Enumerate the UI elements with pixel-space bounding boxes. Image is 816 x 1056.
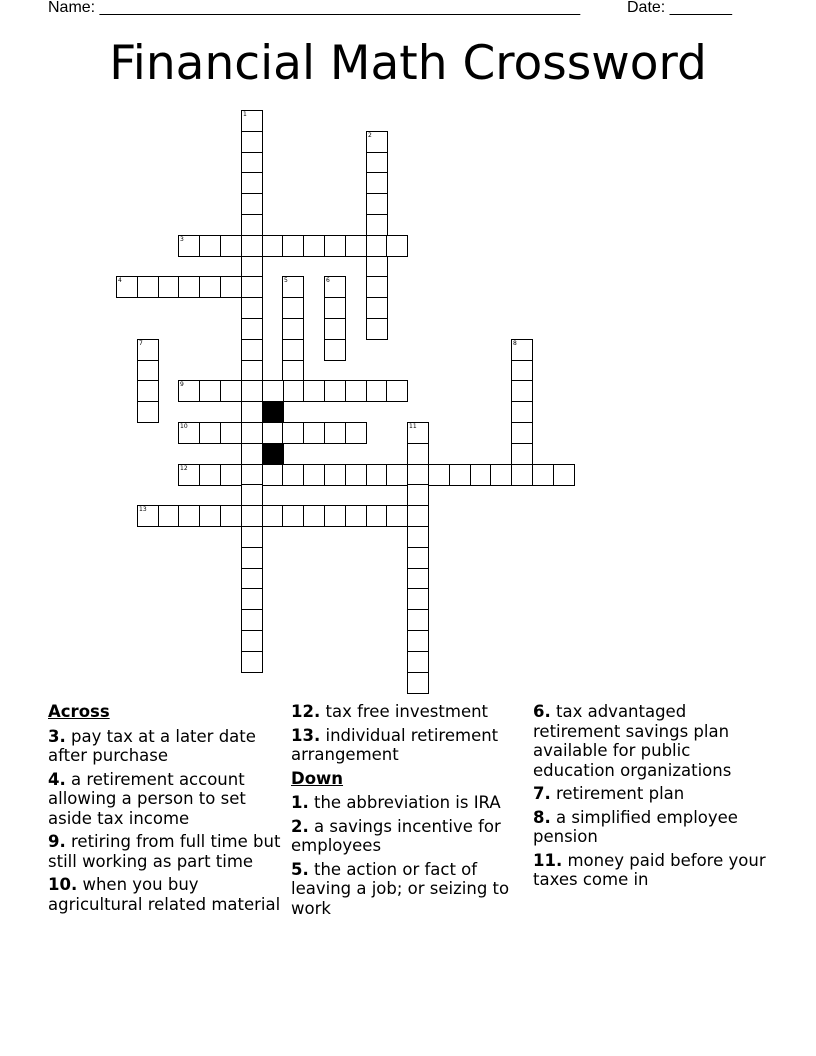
grid-cell[interactable]: [366, 235, 388, 257]
grid-cell[interactable]: [158, 276, 180, 298]
grid-cell[interactable]: [241, 172, 263, 194]
down-clue-7: 7. retirement plan: [533, 784, 685, 803]
grid-clue-number: 13: [139, 506, 147, 513]
grid-cell[interactable]: [470, 464, 492, 486]
grid-cell[interactable]: [282, 464, 304, 486]
grid-cell[interactable]: [241, 235, 263, 257]
grid-cell[interactable]: [324, 505, 346, 527]
grid-clue-number: 4: [118, 277, 122, 284]
grid-cell[interactable]: [199, 276, 221, 298]
grid-cell[interactable]: [241, 256, 263, 278]
grid-cell[interactable]: [511, 422, 533, 444]
grid-cell[interactable]: [407, 464, 429, 486]
grid-cell[interactable]: [262, 464, 284, 486]
grid-cell[interactable]: [282, 318, 304, 340]
clues-column-2: [291, 702, 529, 922]
grid-cell[interactable]: [407, 568, 429, 590]
grid-cell[interactable]: [137, 276, 159, 298]
across-clue-13: 13. individual retirement arrangement: [291, 725, 499, 764]
grid-cell[interactable]: [366, 464, 388, 486]
grid-cell[interactable]: [324, 380, 346, 402]
grid-cell[interactable]: [511, 443, 533, 465]
across-clue-10: 10. when you buy agricultural related material: [48, 875, 281, 914]
grid-cell[interactable]: [241, 110, 263, 132]
grid-cell[interactable]: [137, 505, 159, 527]
grid-cell[interactable]: [366, 214, 388, 236]
grid-clue-number: 12: [180, 465, 188, 472]
down-clue-11: 11. money paid before your taxes come in: [533, 850, 766, 889]
grid-cell[interactable]: [532, 464, 554, 486]
down-clue-8: 8. a simplified employee pension: [533, 807, 738, 846]
grid-clue-number: 7: [139, 340, 143, 347]
grid-cell[interactable]: [386, 235, 408, 257]
across-clue-3: 3. pay tax at a later date after purchase: [48, 726, 256, 765]
grid-cell[interactable]: [511, 464, 533, 486]
grid-cell[interactable]: [366, 505, 388, 527]
grid-cell[interactable]: [407, 443, 429, 465]
grid-cell[interactable]: [241, 484, 263, 506]
down-clue-6: 6. tax advantaged retirement savings plan available for public education organizations: [533, 702, 732, 780]
grid-cell[interactable]: [220, 422, 242, 444]
clues-column-3: [533, 702, 771, 894]
grid-cell[interactable]: [241, 193, 263, 215]
grid-cell[interactable]: [428, 464, 450, 486]
down-clue-5: 5. the action or fact of leaving a job; or seizing to work: [291, 859, 510, 918]
grid-cell[interactable]: [345, 464, 367, 486]
grid-cell[interactable]: [158, 505, 180, 527]
down-clue-1: 1. the abbreviation is IRA: [291, 793, 501, 812]
grid-cell[interactable]: [407, 526, 429, 548]
grid-cell[interactable]: [241, 526, 263, 548]
grid-cell[interactable]: [345, 380, 367, 402]
grid-cell[interactable]: [511, 401, 533, 423]
grid-cell[interactable]: [366, 297, 388, 319]
grid-black-cell: [262, 443, 284, 465]
grid-cell[interactable]: [511, 339, 533, 361]
grid-cell[interactable]: [220, 464, 242, 486]
grid-cell[interactable]: [407, 547, 429, 569]
grid-cell[interactable]: [178, 505, 200, 527]
grid-cell[interactable]: [241, 276, 263, 298]
page-title: Financial Math Crossword: [109, 36, 707, 91]
grid-cell[interactable]: [241, 422, 263, 444]
grid-cell[interactable]: [282, 276, 304, 298]
date-field[interactable]: Date: _______: [627, 0, 732, 16]
grid-cell[interactable]: [262, 380, 284, 402]
grid-cell[interactable]: [303, 380, 325, 402]
grid-cell[interactable]: [324, 235, 346, 257]
grid-cell[interactable]: [490, 464, 512, 486]
grid-clue-number: 5: [284, 277, 288, 284]
grid-cell[interactable]: [262, 422, 284, 444]
grid-cell[interactable]: [178, 422, 200, 444]
grid-cell[interactable]: [241, 547, 263, 569]
grid-cell[interactable]: [262, 235, 284, 257]
across-clue-4: 4. a retirement account allowing a person to set aside tax income: [48, 769, 246, 828]
grid-cell[interactable]: [407, 672, 429, 694]
grid-cell[interactable]: [282, 360, 304, 382]
grid-cell[interactable]: [407, 588, 429, 610]
grid-cell[interactable]: [241, 339, 263, 361]
grid-cell[interactable]: [511, 360, 533, 382]
grid-cell[interactable]: [282, 297, 304, 319]
grid-cell[interactable]: [241, 568, 263, 590]
grid-cell[interactable]: [241, 464, 263, 486]
grid-cell[interactable]: [366, 152, 388, 174]
grid-cell[interactable]: [220, 235, 242, 257]
grid-clue-number: 6: [326, 277, 330, 284]
down-clue-2: 2. a savings incentive for employees: [291, 816, 501, 855]
grid-cell[interactable]: [137, 360, 159, 382]
grid-cell[interactable]: [241, 360, 263, 382]
across-clue-12: 12. tax free investment: [291, 702, 489, 721]
grid-cell[interactable]: [241, 505, 263, 527]
grid-cell[interactable]: [220, 380, 242, 402]
grid-cell[interactable]: [199, 422, 221, 444]
grid-clue-number: 3: [180, 236, 184, 243]
grid-cell[interactable]: [282, 380, 304, 402]
grid-black-cell: [262, 401, 284, 423]
grid-cell[interactable]: [199, 505, 221, 527]
grid-cell[interactable]: [282, 505, 304, 527]
grid-cell[interactable]: [199, 235, 221, 257]
grid-cell[interactable]: [137, 339, 159, 361]
grid-cell[interactable]: [137, 401, 159, 423]
grid-cell[interactable]: [303, 422, 325, 444]
grid-cell[interactable]: [324, 318, 346, 340]
grid-cell[interactable]: [407, 630, 429, 652]
grid-cell[interactable]: [345, 505, 367, 527]
grid-cell[interactable]: [282, 235, 304, 257]
grid-clue-number: 10: [180, 423, 188, 430]
grid-clue-number: 9: [180, 381, 184, 388]
grid-cell[interactable]: [324, 297, 346, 319]
grid-cell[interactable]: [345, 422, 367, 444]
grid-cell[interactable]: [241, 630, 263, 652]
grid-cell[interactable]: [220, 505, 242, 527]
grid-cell[interactable]: [178, 276, 200, 298]
grid-clue-number: 2: [368, 132, 372, 139]
grid-cell[interactable]: [241, 380, 263, 402]
grid-cell[interactable]: [241, 214, 263, 236]
grid-cell[interactable]: [324, 339, 346, 361]
grid-clue-number: 1: [243, 111, 247, 118]
name-field[interactable]: Name: ______________________________________________________: [48, 0, 581, 16]
grid-cell[interactable]: [407, 484, 429, 506]
grid-cell[interactable]: [116, 276, 138, 298]
down-heading: Down: [291, 768, 344, 788]
grid-cell[interactable]: [241, 318, 263, 340]
grid-cell[interactable]: [241, 443, 263, 465]
grid-cell[interactable]: [241, 297, 263, 319]
grid-cell[interactable]: [366, 172, 388, 194]
grid-cell[interactable]: [199, 380, 221, 402]
grid-cell[interactable]: [366, 193, 388, 215]
grid-cell[interactable]: [220, 276, 242, 298]
grid-cell[interactable]: [241, 651, 263, 673]
grid-cell[interactable]: [324, 464, 346, 486]
grid-cell[interactable]: [262, 505, 284, 527]
grid-cell[interactable]: [366, 256, 388, 278]
grid-cell[interactable]: [366, 318, 388, 340]
grid-cell[interactable]: [282, 422, 304, 444]
grid-cell[interactable]: [241, 401, 263, 423]
grid-cell[interactable]: [366, 131, 388, 153]
across-heading: Across: [48, 702, 110, 721]
grid-cell[interactable]: [199, 464, 221, 486]
grid-cell[interactable]: [366, 380, 388, 402]
grid-cell[interactable]: [324, 422, 346, 444]
grid-cell[interactable]: [241, 152, 263, 174]
grid-cell[interactable]: [178, 380, 200, 402]
grid-cell[interactable]: [386, 380, 408, 402]
grid-cell[interactable]: [282, 339, 304, 361]
grid-cell[interactable]: [386, 464, 408, 486]
clues-column-1: [48, 702, 286, 918]
grid-cell[interactable]: [241, 588, 263, 610]
grid-cell[interactable]: [407, 651, 429, 673]
grid-cell[interactable]: [137, 380, 159, 402]
grid-cell[interactable]: [407, 422, 429, 444]
grid-cell[interactable]: [241, 609, 263, 631]
grid-cell[interactable]: [407, 505, 429, 527]
grid-cell[interactable]: [553, 464, 575, 486]
grid-cell[interactable]: [407, 609, 429, 631]
across-clue-9: 9. retiring from full time but still working as part time: [48, 832, 281, 871]
grid-cell[interactable]: [178, 235, 200, 257]
grid-cell[interactable]: [366, 276, 388, 298]
grid-clue-number: 8: [513, 340, 517, 347]
grid-cell[interactable]: [303, 235, 325, 257]
grid-clue-number: 11: [409, 423, 417, 430]
grid-cell[interactable]: [345, 235, 367, 257]
grid-cell[interactable]: [449, 464, 471, 486]
grid-cell[interactable]: [324, 276, 346, 298]
grid-cell[interactable]: [178, 464, 200, 486]
grid-cell[interactable]: [511, 380, 533, 402]
grid-cell[interactable]: [303, 464, 325, 486]
grid-cell[interactable]: [386, 505, 408, 527]
grid-cell[interactable]: [241, 131, 263, 153]
grid-cell[interactable]: [303, 505, 325, 527]
